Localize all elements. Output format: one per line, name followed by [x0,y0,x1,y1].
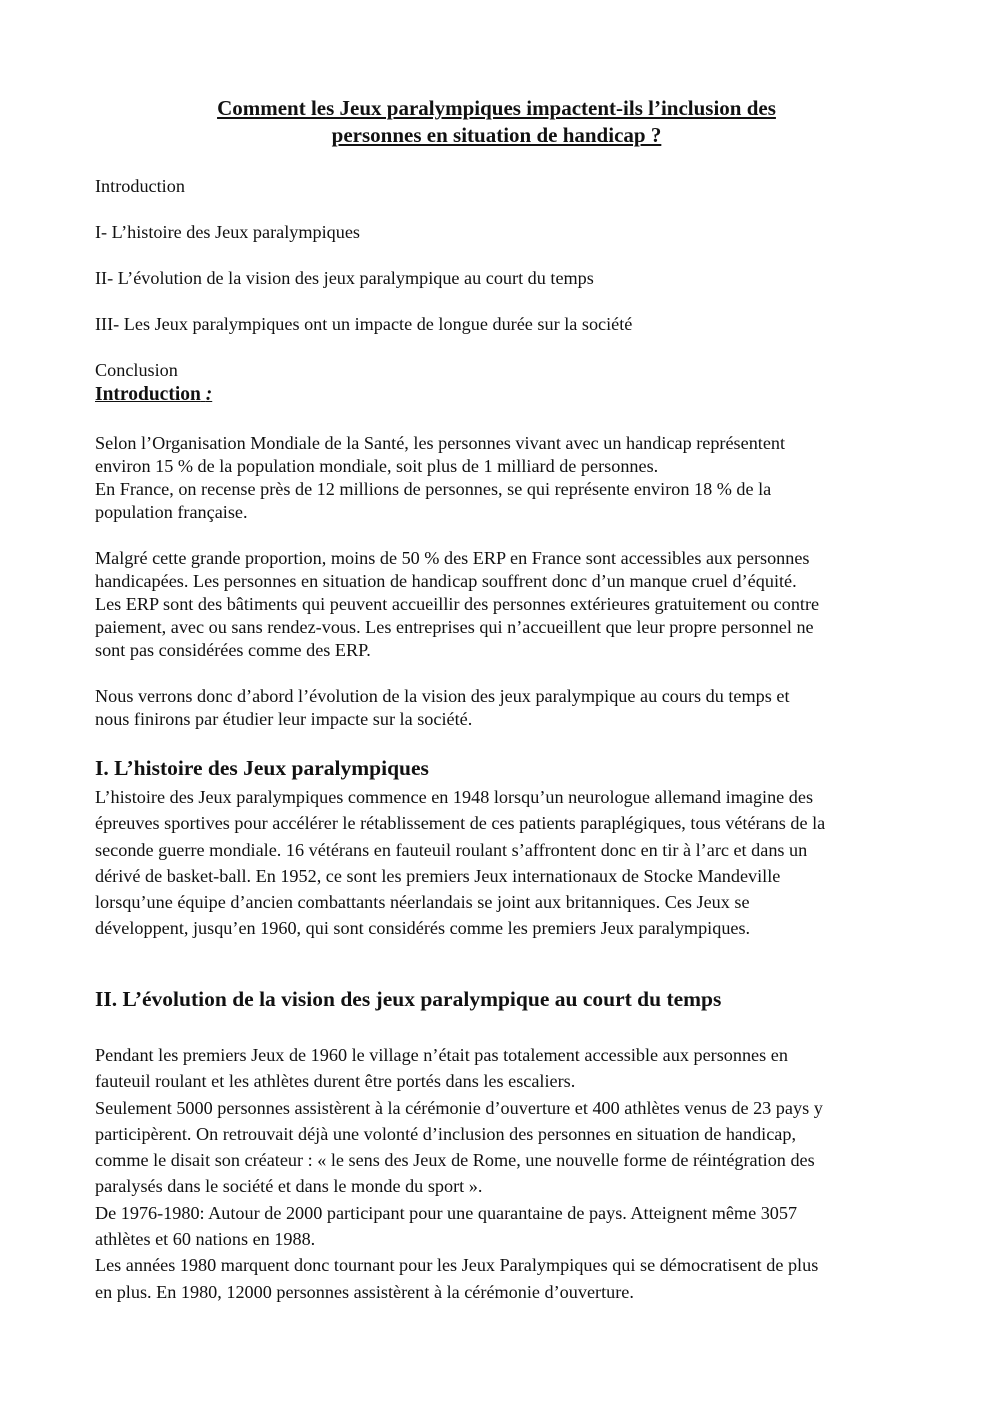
paragraph-line: épreuves sportives pour accélérer le rétablissement de ces patients paraplégiques, tous vétérans de la [95,813,826,834]
outline-item-conclusion: Conclusion [95,360,178,380]
paragraph-line: comme le disait son créateur : « le sens des Jeux de Rome, une nouvelle forme de réintégration des [95,1150,815,1171]
paragraph-line: Les ERP sont des bâtiments qui peuvent accueillir des personnes extérieures gratuitement ou contre [95,594,820,614]
paragraph-line: dérivé de basket-ball. En 1952, ce sont les premiers Jeux internationaux de Stocke Mandeville [95,865,781,886]
paragraph-line: seconde guerre mondiale. 16 vétérans en fauteuil roulant s’affrontent donc en tir à l’arc et dans un [95,839,808,860]
paragraph-line: Selon l’Organisation Mondiale de la Santé, les personnes vivant avec un handicap représentent [95,433,786,453]
section-1-heading: I. L’histoire des Jeux paralympiques [95,756,429,780]
introduction-heading-colon: : [205,384,213,405]
title-line: personnes en situation de handicap ? [331,123,662,147]
paragraph-line: environ 15 % de la population mondiale, soit plus de 1 milliard de personnes. [95,456,659,476]
section-1-body [95,784,905,942]
paragraph-line: handicapées. Les personnes en situation de handicap souffrent donc d’un manque cruel d’équité. [95,571,797,591]
paragraph-line: Seulement 5000 personnes assistèrent à la cérémonie d’ouverture et 400 athlètes venus de 23 pays y [95,1097,823,1118]
paragraph-line: Malgré cette grande proportion, moins de 50 % des ERP en France sont accessibles aux personnes [95,548,810,568]
document-title [95,95,898,149]
paragraph-line: nous finirons par étudier leur impacte sur la société. [95,709,473,729]
paragraph-line: fauteuil roulant et les athlètes durent être portés dans les escaliers. [95,1071,576,1092]
paragraph-line: En France, on recense près de 12 millions de personnes, se qui représente environ 18 % de la [95,479,772,499]
paragraph-line: population française. [95,502,248,522]
section-2-body [95,1042,905,1305]
paragraph-line: participèrent. On retrouvait déjà une volonté d’inclusion des personnes en situation de handicap, [95,1123,797,1144]
paragraph-line: De 1976-1980: Autour de 2000 participant pour une quarantaine de pays. Atteignent même 3057 [95,1202,798,1223]
outline-item-section-2: II- L’évolution de la vision des jeux paralympique au court du temps [95,268,594,288]
introduction-heading [95,383,212,407]
outline-item-section-3: III- Les Jeux paralympiques ont un impacte de longue durée sur la société [95,314,633,334]
paragraph-line: en plus. En 1980, 12000 personnes assistèrent à la cérémonie d’ouverture. [95,1281,634,1302]
paragraph-line: athlètes et 60 nations en 1988. [95,1229,316,1250]
paragraph-line: L’histoire des Jeux paralympiques commence en 1948 lorsqu’un neurologue allemand imagine des [95,787,814,807]
paragraph-line: Pendant les premiers Jeux de 1960 le village n’était pas totalement accessible aux personnes en [95,1045,788,1065]
introduction-heading-text: Introduction [95,384,201,405]
paragraph-line: paiement, avec ou sans rendez-vous. Les entreprises qui n’accueillent que leur propre personnel ne [95,617,814,637]
title-line: Comment les Jeux paralympiques impactent-ils l’inclusion des [217,96,776,120]
intro-paragraph-3 [95,685,905,731]
outline-item-introduction: Introduction [95,176,185,196]
paragraph-line: sont pas considérées comme des ERP. [95,640,371,660]
paragraph-line: paralysés dans le société et dans le monde du sport ». [95,1176,483,1197]
section-2-heading: II. L’évolution de la vision des jeux paralympique au court du temps [95,987,722,1011]
outline-item-section-1: I- L’histoire des Jeux paralympiques [95,222,361,242]
paragraph-line: Les années 1980 marquent donc tournant pour les Jeux Paralympiques qui se démocratisent de plus [95,1255,819,1276]
intro-paragraph-1 [95,432,905,524]
paragraph-line: lorsqu’une équipe d’ancien combattants néerlandais se joint aux britanniques. Ces Jeux se [95,892,750,913]
intro-paragraph-2 [95,547,905,662]
paragraph-line: développent, jusqu’en 1960, qui sont considérés comme les premiers Jeux paralympiques. [95,918,751,939]
paragraph-line: Nous verrons donc d’abord l’évolution de la vision des jeux paralympique au cours du temps et [95,686,790,706]
